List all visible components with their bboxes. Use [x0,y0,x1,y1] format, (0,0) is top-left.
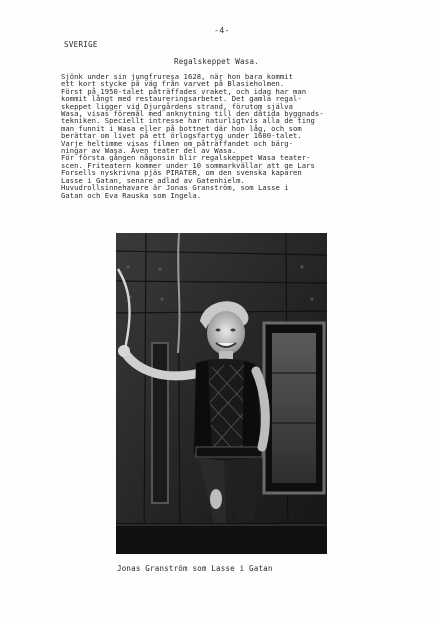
article-title: Regalskeppet Wasa. [174,57,259,66]
actor-photo-illustration [116,233,327,554]
body-line: Först på 1950-talet påträffades vraket, och idag har man [61,86,307,96]
body-line: Huvudrollsinnehavare är Jonas Granström, som Lasse i [61,183,289,193]
body-line: skeppet ligger vid Djurgårdens strand, förutom själva [61,101,293,111]
body-line: För första gången någonsin blir regalskeppet Wasa teater- [61,153,311,163]
body-line: ningar av Wasa. Även teater del av Wasa. [61,146,237,156]
body-line: scen. Friteatern kommer under 10 sommarkvällar att ge Lars [61,160,315,170]
body-line: ett kort stycke på väg från varvet på Blasieholmen. [61,79,285,89]
body-line: Wasa, visas föremål med anknytning till den dåtida byggnads- [61,109,324,119]
body-line: Lasse i Gatan, senare adlad av Gatenhielm. [61,175,245,185]
body-line: berättar om livet på ett örlogsfartyg under 1600-talet. [61,131,302,141]
body-line: Sjönk under sin jungfruresa 1628, när hon bara kommit [61,72,293,81]
body-line: Gatan och Eva Rauska som Ingela. [61,190,202,200]
actor-photo [116,233,327,554]
body-line: kommit långt med restaureringsarbetet. Det gamla regal- [61,94,302,104]
body-line: Varje heltimme visas filmen om påträffandet och bärg- [61,138,293,148]
article-body [61,73,401,199]
country-heading: SVERIGE [64,40,98,49]
photo-caption: Jonas Granström som Lasse i Gatan [117,564,273,573]
body-line: Forsells nyskrivna pjäs PIRATER, om den svenska kaparen [61,168,302,178]
body-line: tekniken. Speciellt intresse har naturligtvis alla de ting [61,116,315,126]
page-number: -4- [214,26,230,35]
body-line: man funnit i Wasa eller på bottnet där hon låg, och som [61,123,302,133]
